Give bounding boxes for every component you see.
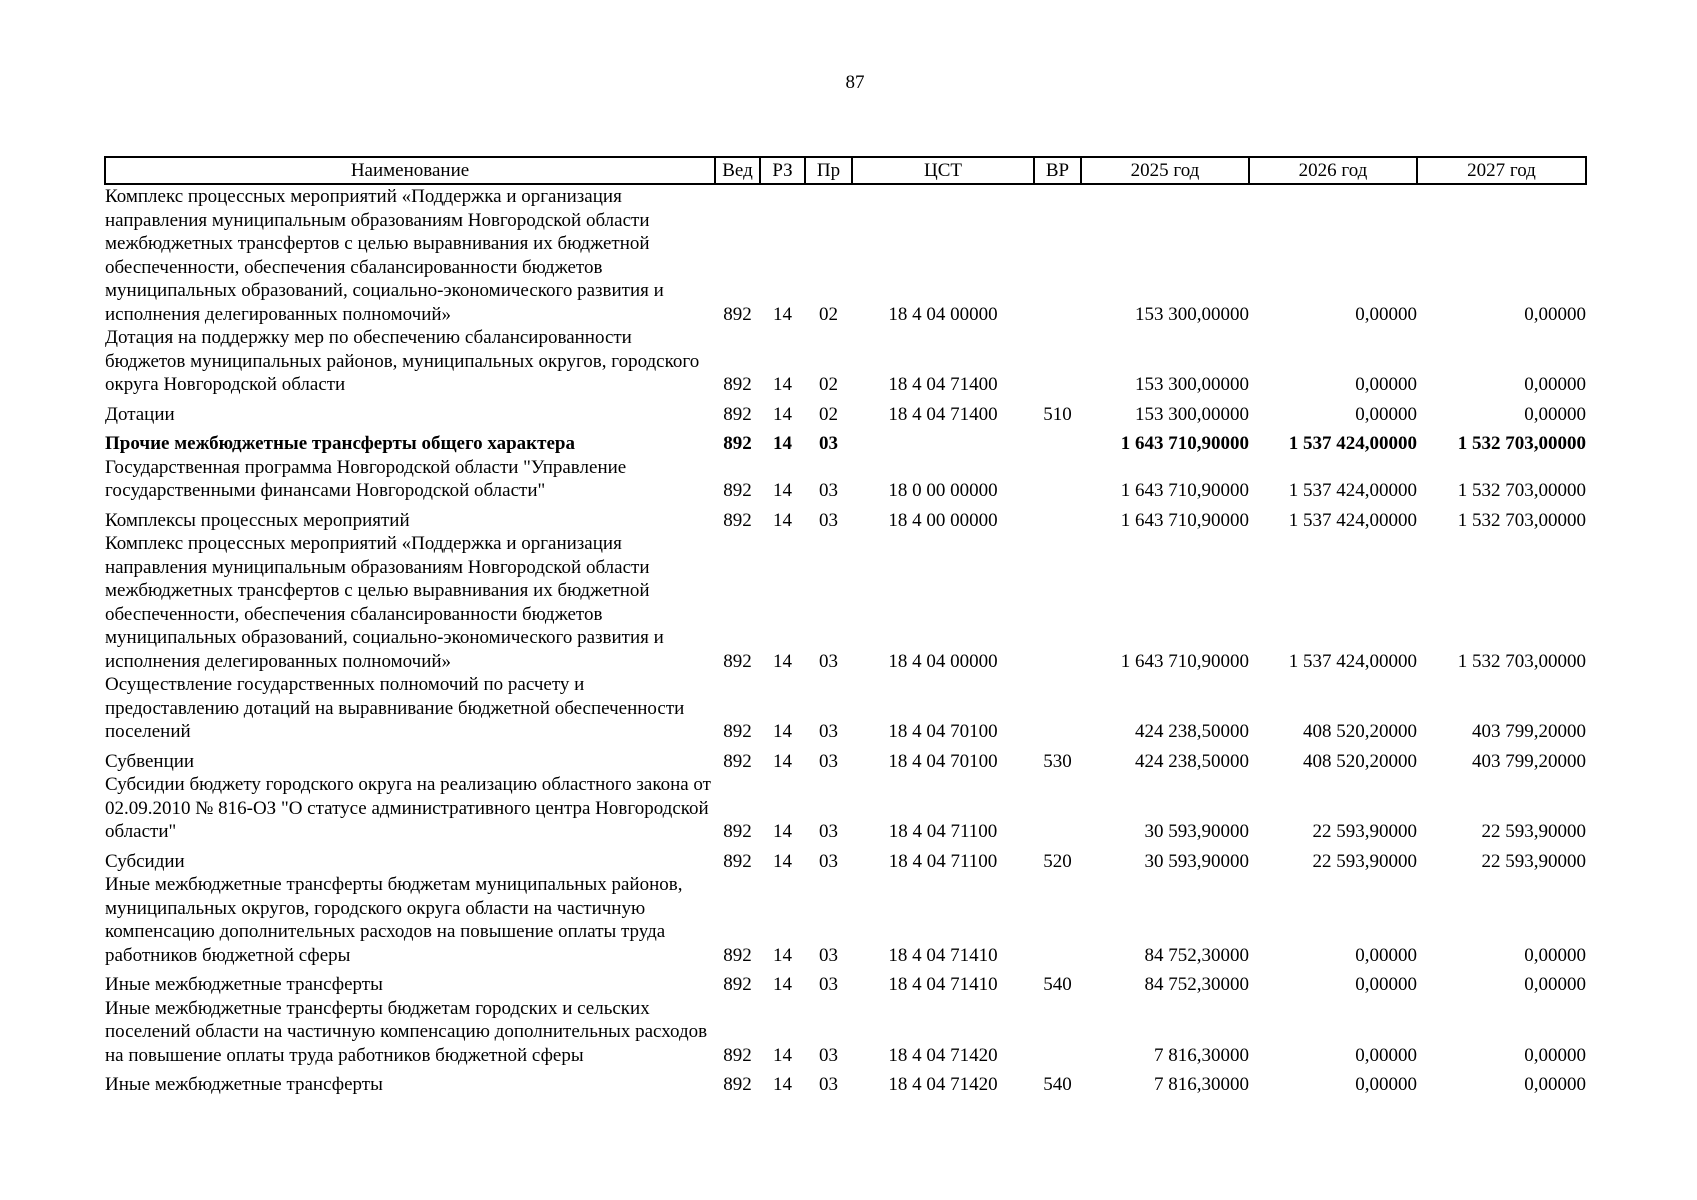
row-ved: 892 xyxy=(723,750,752,772)
row-ved: 892 xyxy=(723,974,752,995)
row-2026: 0,00000 xyxy=(1355,403,1417,425)
row-pr: 02 xyxy=(819,403,838,425)
row-rz: 14 xyxy=(773,850,792,872)
row-2027: 1 532 703,00000 xyxy=(1457,433,1586,454)
row-2027: 0,00000 xyxy=(1524,403,1586,425)
row-2027: 1 532 703,00000 xyxy=(1457,650,1586,672)
row-name: Комплексы процессных мероприятий xyxy=(105,509,410,531)
row-pr: 03 xyxy=(819,1044,838,1066)
row-ved: 892 xyxy=(723,509,752,531)
row-cst xyxy=(852,426,1034,456)
row-rz: 14 xyxy=(773,944,792,966)
row-cst: 18 4 04 71400 xyxy=(888,374,998,395)
row-2027: 403 799,20000 xyxy=(1472,721,1586,742)
row-2025: 153 300,00000 xyxy=(1135,303,1249,325)
row-2027: 0,00000 xyxy=(1524,974,1586,995)
table-row xyxy=(105,744,1586,774)
row-rz: 14 xyxy=(773,303,792,325)
row-name: Иные межбюджетные трансферты xyxy=(105,1074,383,1095)
table-header xyxy=(105,157,1586,184)
row-name: Прочие межбюджетные трансферты общего характера xyxy=(105,433,575,454)
row-vr xyxy=(1034,532,1081,673)
row-2025: 153 300,00000 xyxy=(1135,374,1249,395)
row-pr: 03 xyxy=(819,821,838,842)
row-name: Иные межбюджетные трансферты бюджетам городских и сельских поселений области на частичную компенсацию дополнительных расходов на повышение оплаты труда работников бюджетной сферы xyxy=(105,997,708,1066)
row-rz: 14 xyxy=(773,974,792,995)
row-2026: 22 593,90000 xyxy=(1312,821,1417,842)
table-row xyxy=(105,967,1586,997)
row-rz: 14 xyxy=(773,374,792,395)
row-rz: 14 xyxy=(773,1074,792,1095)
page-number: 87 xyxy=(845,72,865,93)
header-ved: Вед xyxy=(715,157,760,184)
row-pr: 02 xyxy=(819,374,838,395)
row-vr: 540 xyxy=(1043,1074,1072,1095)
header-2027: 2027 год xyxy=(1417,157,1586,184)
table-row xyxy=(105,456,1586,503)
row-name: Комплекс процессных мероприятий «Поддержка и организация направления муниципальным образованиям Новгородской области межбюджетных трансфертов с целью выравнивания их бюджетной обеспеченности, обеспечения сбалансированности бюджетов муниципальных образований, социально-экономического развития и исполнения делегированных полномочий» xyxy=(105,533,664,672)
row-vr xyxy=(1034,184,1081,326)
table-row xyxy=(105,503,1586,533)
row-ved: 892 xyxy=(723,1074,752,1095)
row-2027: 0,00000 xyxy=(1524,944,1586,966)
row-pr: 03 xyxy=(819,974,838,995)
row-2025: 424 238,50000 xyxy=(1135,750,1249,772)
row-ved: 892 xyxy=(723,480,752,501)
row-ved: 892 xyxy=(723,433,752,454)
row-2027: 403 799,20000 xyxy=(1472,750,1586,772)
header-pr: Пр xyxy=(805,157,852,184)
row-vr: 540 xyxy=(1043,974,1072,995)
row-vr: 520 xyxy=(1043,850,1072,872)
row-rz: 14 xyxy=(773,509,792,531)
header-rz: РЗ xyxy=(760,157,805,184)
row-rz: 14 xyxy=(773,821,792,842)
row-2025: 424 238,50000 xyxy=(1135,721,1249,742)
row-2025: 1 643 710,90000 xyxy=(1120,433,1249,454)
budget-table xyxy=(104,156,1587,1097)
row-cst: 18 4 04 71400 xyxy=(888,403,998,425)
row-pr: 03 xyxy=(819,750,838,772)
row-pr: 02 xyxy=(819,303,838,325)
row-2026: 408 520,20000 xyxy=(1303,750,1417,772)
row-name: Субсидии бюджету городского округа на реализацию областного закона от 02.09.2010 № 816-ОЗ "О статусе административного центра Новгородской области" xyxy=(105,774,711,842)
header-name: Наименование xyxy=(105,157,715,184)
row-2025: 1 643 710,90000 xyxy=(1120,480,1249,501)
row-2025: 1 643 710,90000 xyxy=(1120,650,1249,672)
row-cst: 18 4 04 70100 xyxy=(888,721,998,742)
row-ved: 892 xyxy=(723,650,752,672)
row-2026: 1 537 424,00000 xyxy=(1288,480,1417,501)
row-2027: 0,00000 xyxy=(1524,1074,1586,1095)
row-2026: 0,00000 xyxy=(1355,303,1417,325)
row-2026: 0,00000 xyxy=(1355,374,1417,395)
row-pr: 03 xyxy=(819,850,838,872)
row-name: Субвенции xyxy=(105,750,195,772)
row-vr xyxy=(1034,456,1081,503)
row-rz: 14 xyxy=(773,403,792,425)
row-pr: 03 xyxy=(819,650,838,672)
row-pr: 03 xyxy=(819,944,838,966)
row-ved: 892 xyxy=(723,944,752,966)
table-row xyxy=(105,326,1586,397)
row-cst: 18 0 00 00000 xyxy=(888,480,998,501)
row-vr: 510 xyxy=(1043,403,1072,425)
row-cst: 18 4 04 00000 xyxy=(888,650,998,672)
row-2026: 1 537 424,00000 xyxy=(1288,509,1417,531)
row-vr xyxy=(1034,426,1081,456)
row-name: Комплекс процессных мероприятий «Поддержка и организация направления муниципальным образованиям Новгородской области межбюджетных трансфертов с целью выравнивания их бюджетной обеспеченности, обеспечения сбалансированности бюджетов муниципальных образований, социально-экономического развития и исполнения делегированных полномочий» xyxy=(105,186,664,325)
row-2026: 0,00000 xyxy=(1355,1044,1417,1066)
table-row xyxy=(105,673,1586,744)
row-2027: 1 532 703,00000 xyxy=(1457,480,1586,501)
table-row xyxy=(105,1067,1586,1097)
row-ved: 892 xyxy=(723,374,752,395)
row-2025: 1 643 710,90000 xyxy=(1120,509,1249,531)
row-cst: 18 4 00 00000 xyxy=(888,509,998,531)
table-row xyxy=(105,532,1586,673)
header-cst: ЦСТ xyxy=(852,157,1034,184)
row-vr xyxy=(1034,503,1081,533)
row-name: Дотации xyxy=(105,403,175,425)
row-pr: 03 xyxy=(819,1074,838,1095)
row-2025: 84 752,30000 xyxy=(1144,974,1249,995)
row-2026: 0,00000 xyxy=(1355,974,1417,995)
row-rz: 14 xyxy=(773,433,792,454)
table-row xyxy=(105,426,1586,456)
row-2026: 408 520,20000 xyxy=(1303,721,1417,742)
row-cst: 18 4 04 71420 xyxy=(888,1044,998,1066)
row-2027: 22 593,90000 xyxy=(1481,850,1586,872)
table-row xyxy=(105,397,1586,427)
row-2027: 0,00000 xyxy=(1524,1044,1586,1066)
row-name: Дотация на поддержку мер по обеспечению сбалансированности бюджетов муниципальных районов, муниципальных округов, городского округа Новгородской области xyxy=(105,327,700,395)
row-2026: 0,00000 xyxy=(1355,944,1417,966)
row-2027: 0,00000 xyxy=(1524,303,1586,325)
row-2026: 1 537 424,00000 xyxy=(1288,650,1417,672)
row-pr: 03 xyxy=(819,721,838,742)
row-ved: 892 xyxy=(723,403,752,425)
row-2027: 22 593,90000 xyxy=(1481,821,1586,842)
row-vr xyxy=(1034,997,1081,1068)
header-2025: 2025 год xyxy=(1081,157,1249,184)
row-cst: 18 4 04 70100 xyxy=(888,750,998,772)
row-ved: 892 xyxy=(723,1044,752,1066)
row-rz: 14 xyxy=(773,650,792,672)
row-cst: 18 4 04 71410 xyxy=(888,944,998,966)
header-2026: 2026 год xyxy=(1249,157,1417,184)
header-vr: ВР xyxy=(1034,157,1081,184)
row-name: Иные межбюджетные трансферты бюджетам муниципальных районов, муниципальных округов, городского округа области на частичную компенсацию дополнительных расходов на повышение оплаты труда работников бюджетной сферы xyxy=(105,874,683,966)
row-vr xyxy=(1034,773,1081,844)
row-name: Осуществление государственных полномочий по расчету и предоставлению дотаций на выравнивание бюджетной обеспеченности поселений xyxy=(105,674,685,742)
row-2025: 153 300,00000 xyxy=(1135,403,1249,425)
row-2027: 1 532 703,00000 xyxy=(1457,509,1586,531)
row-2025: 7 816,30000 xyxy=(1154,1074,1249,1095)
row-vr: 530 xyxy=(1043,750,1072,772)
row-pr: 03 xyxy=(819,509,838,531)
table-row xyxy=(105,873,1586,967)
row-2026: 1 537 424,00000 xyxy=(1288,433,1417,454)
row-2025: 84 752,30000 xyxy=(1144,944,1249,966)
row-vr xyxy=(1034,673,1081,744)
row-cst: 18 4 04 71410 xyxy=(888,974,998,995)
row-cst: 18 4 04 71100 xyxy=(888,850,998,872)
row-2025: 30 593,90000 xyxy=(1144,821,1249,842)
row-2026: 22 593,90000 xyxy=(1312,850,1417,872)
row-cst: 18 4 04 71420 xyxy=(888,1074,998,1095)
row-name: Иные межбюджетные трансферты xyxy=(105,974,383,995)
row-ved: 892 xyxy=(723,303,752,325)
row-2027: 0,00000 xyxy=(1524,374,1586,395)
row-ved: 892 xyxy=(723,821,752,842)
row-ved: 892 xyxy=(723,850,752,872)
table-row xyxy=(105,773,1586,844)
row-2025: 7 816,30000 xyxy=(1154,1044,1249,1066)
table-row xyxy=(105,184,1586,326)
row-pr: 03 xyxy=(819,433,838,454)
row-ved: 892 xyxy=(723,721,752,742)
row-vr xyxy=(1034,326,1081,397)
row-rz: 14 xyxy=(773,721,792,742)
row-2026: 0,00000 xyxy=(1355,1074,1417,1095)
row-name: Субсидии xyxy=(105,850,185,872)
row-cst: 18 4 04 00000 xyxy=(888,303,998,325)
row-vr xyxy=(1034,873,1081,967)
row-rz: 14 xyxy=(773,1044,792,1066)
row-name: Государственная программа Новгородской области "Управление государственными финансами Новгородской области" xyxy=(105,456,627,501)
table-body xyxy=(105,184,1586,1097)
table-row xyxy=(105,997,1586,1068)
table-row xyxy=(105,844,1586,874)
row-rz: 14 xyxy=(773,480,792,501)
row-rz: 14 xyxy=(773,750,792,772)
row-2025: 30 593,90000 xyxy=(1144,850,1249,872)
row-cst: 18 4 04 71100 xyxy=(888,821,998,842)
row-pr: 03 xyxy=(819,480,838,501)
